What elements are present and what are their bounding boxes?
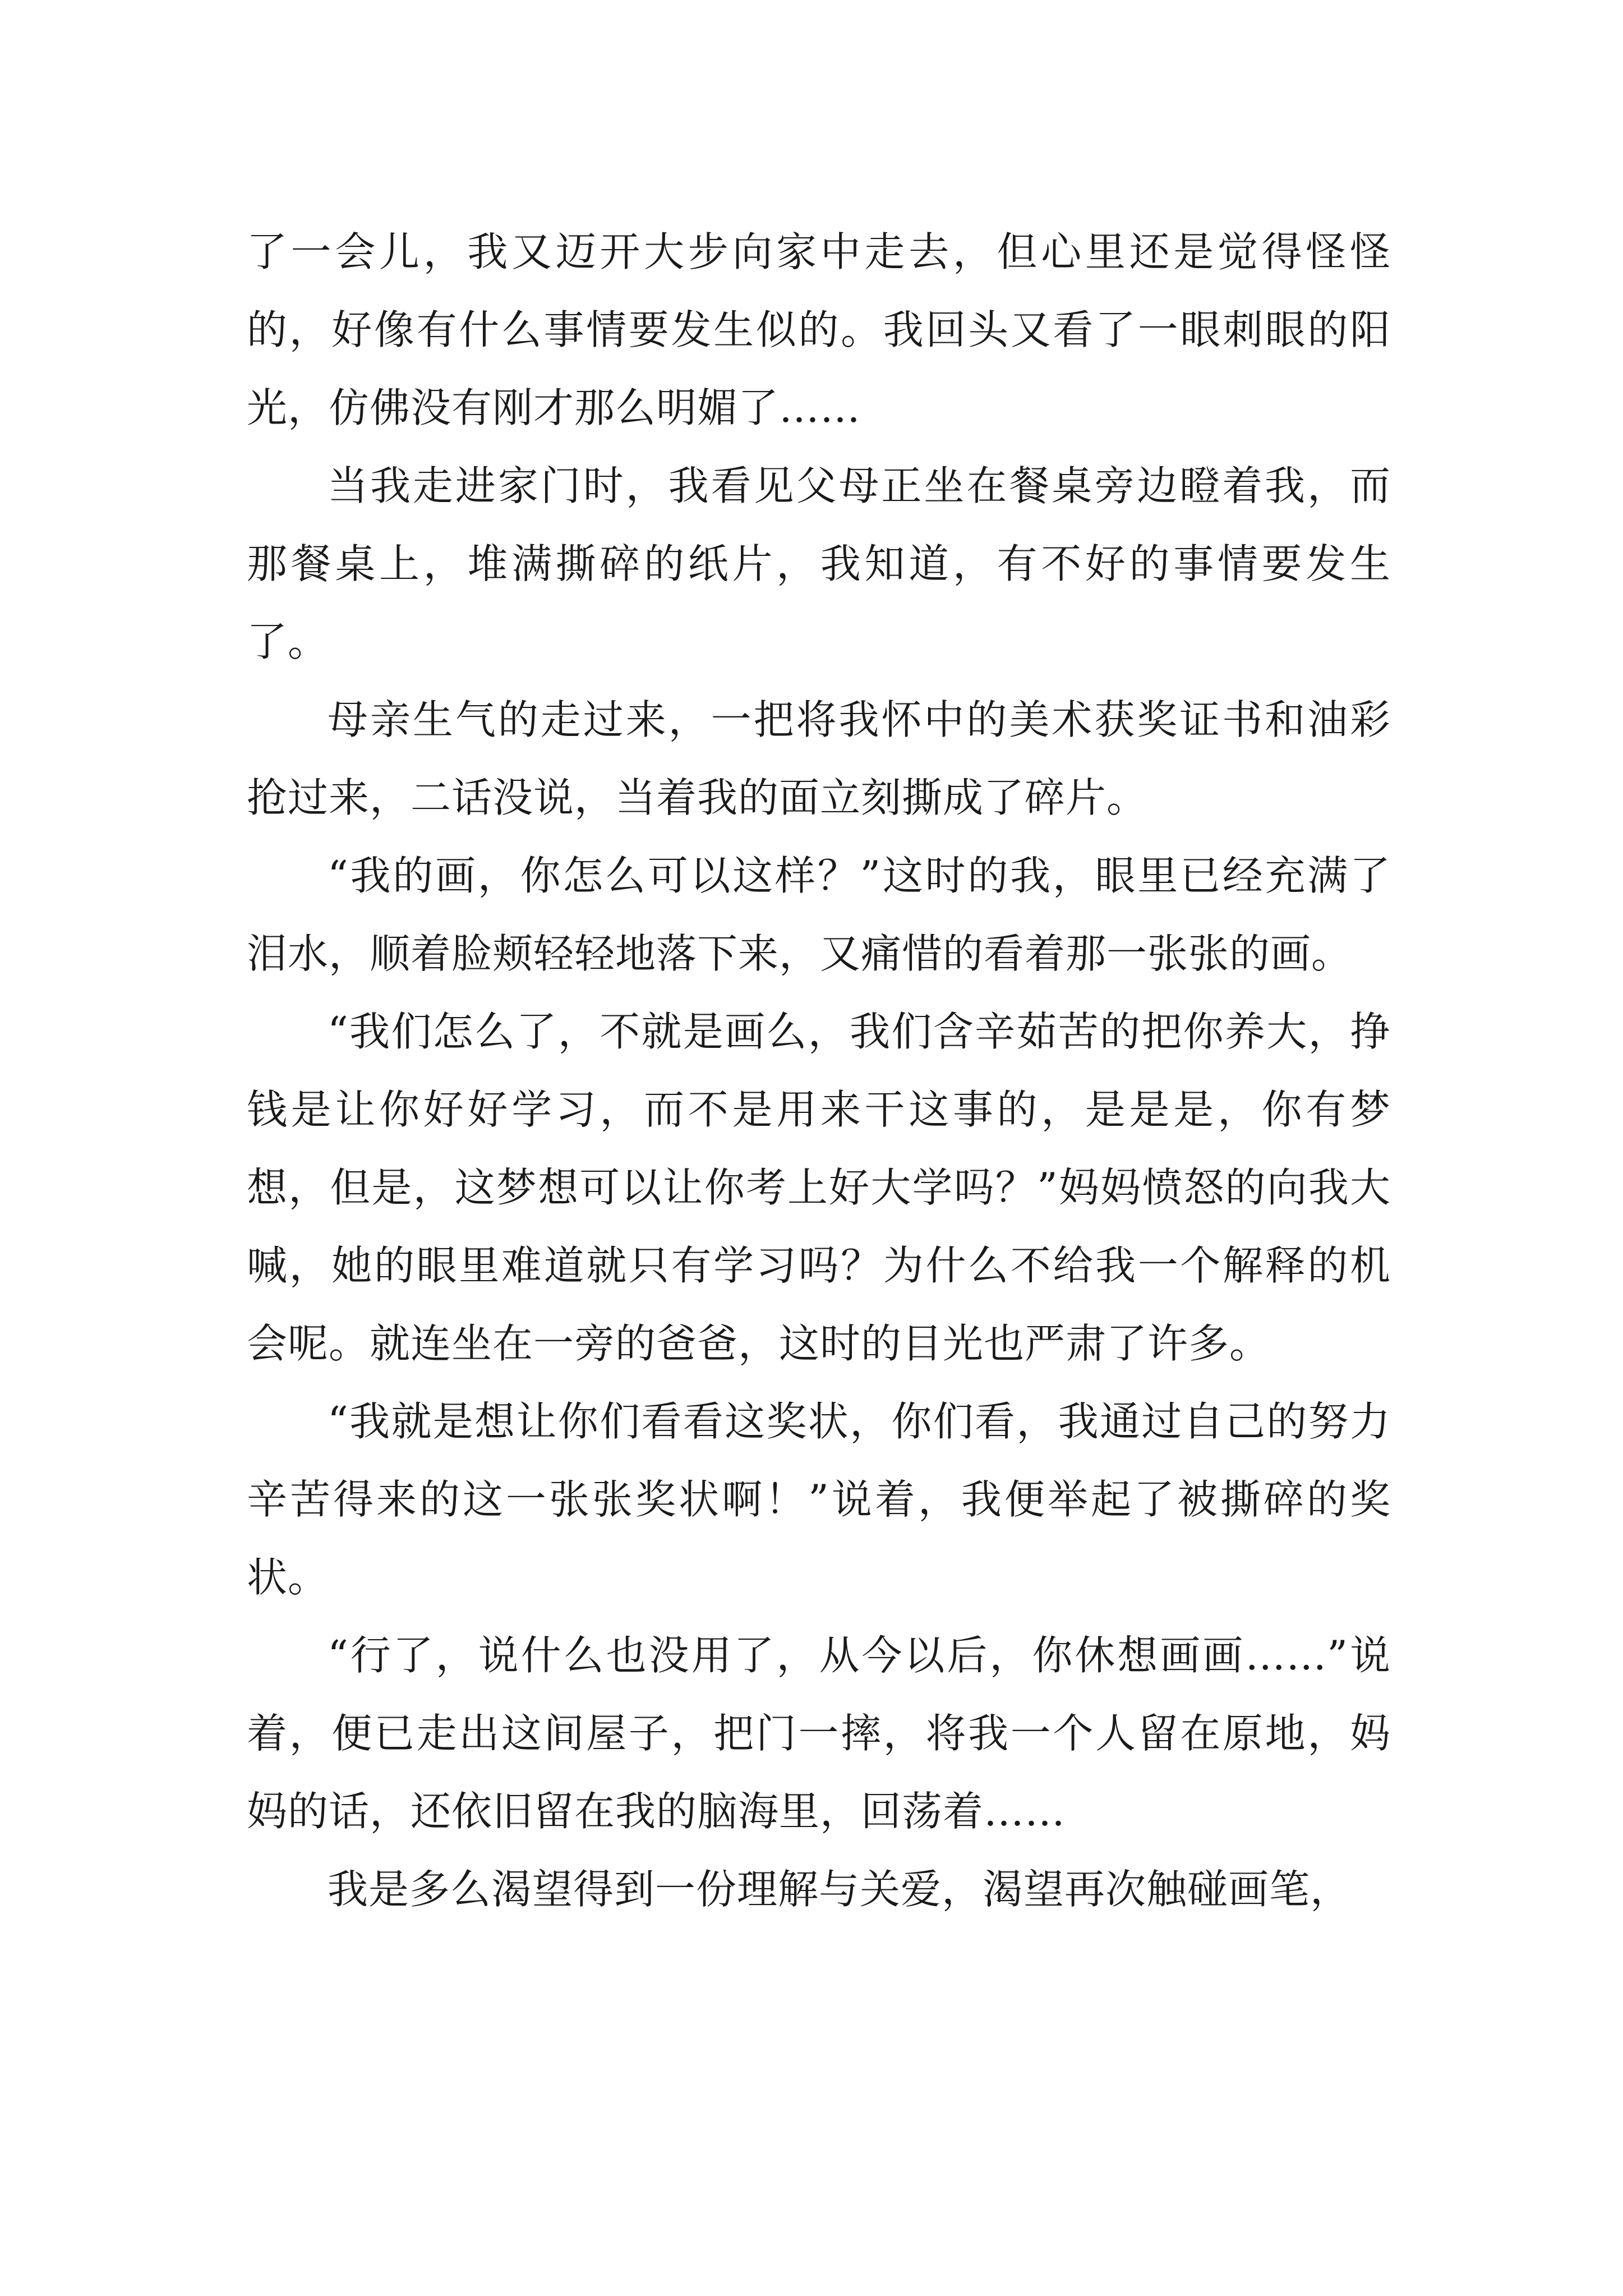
paragraph: 我是多么渴望得到一份理解与关爱，渴望再次触碰画笔， [328, 1866, 1352, 1913]
paragraph: 当我走进家门时，我看见父母正坐在餐桌旁边瞪着我，而那餐桌上，堆满撕碎的纸片，我知道，有不好的事情要发生了。 [247, 462, 1391, 665]
paragraph: “行了，说什么也没用了，从今以后，你休想画画……”说着，便已走出这间屋子，把门一摔，将我一个人留在原地，妈妈的话，还依旧留在我的脑海里，回荡着…… [247, 1632, 1391, 1835]
paragraph: 母亲生气的走过来，一把将我怀中的美术获奖证书和油彩抢过来，二话没说，当着我的面立刻撕成了碎片。 [247, 696, 1391, 821]
paragraph: “我的画，你怎么可以这样？”这时的我，眼里已经充满了泪水，顺着脸颊轻轻地落下来，又痛惜的看着那一张张的画。 [247, 852, 1391, 977]
paragraph-continuation: 了一会儿，我又迈开大步向家中走去，但心里还是觉得怪怪的，好像有什么事情要发生似的。我回头又看了一眼刺眼的阳光，仿佛没有刚才那么明媚了…… [247, 228, 1391, 431]
document-page [247, 213, 1391, 1929]
paragraph: “我们怎么了，不就是画么，我们含辛茹苦的把你养大，挣钱是让你好好学习，而不是用来干这事的，是是是，你有梦想，但是，这梦想可以让你考上好大学吗？”妈妈愤怒的向我大喊，她的眼里难道就只有学习吗？为什么不给我一个解释的机会呢。就连坐在一旁的爸爸，这时的目光也严肃了许多。 [247, 1008, 1391, 1367]
paragraph: “我就是想让你们看看这奖状，你们看，我通过自己的努力辛苦得来的这一张张奖状啊！”说着，我便举起了被撕碎的奖状。 [247, 1398, 1391, 1601]
